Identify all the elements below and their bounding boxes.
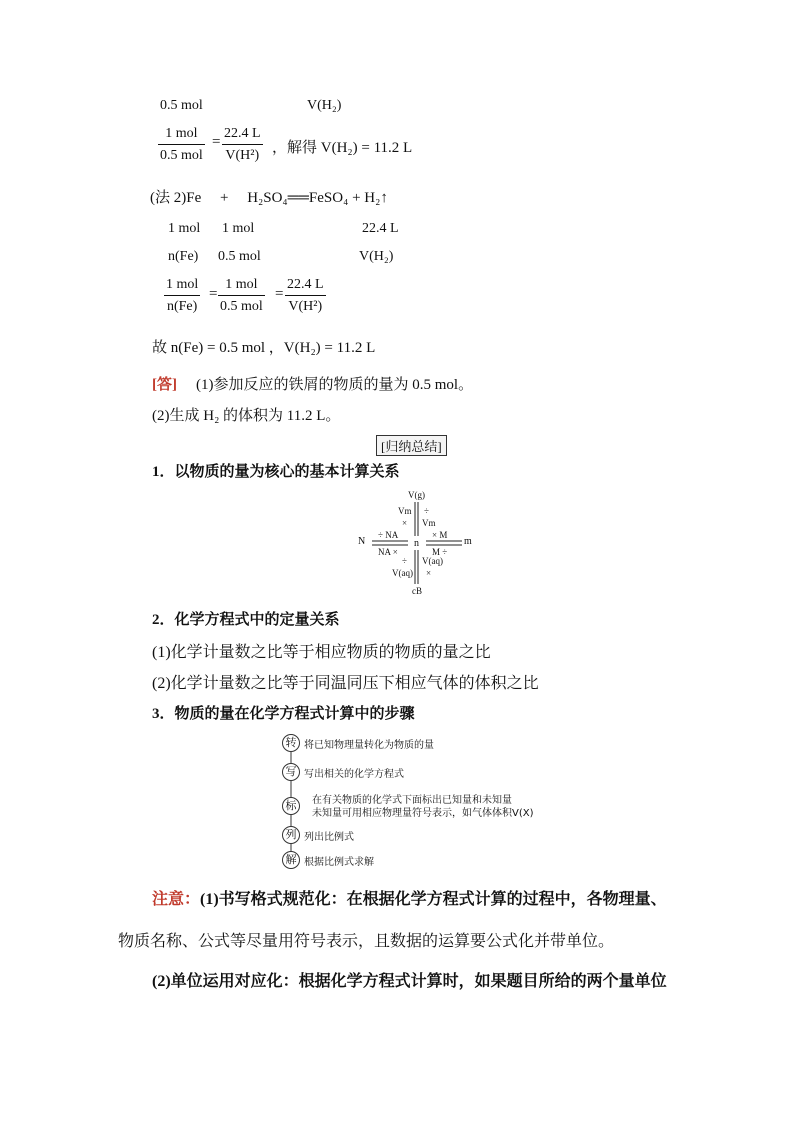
answer-2: (2)生成 H₂ 的体积为 11.2 L。: [152, 408, 341, 424]
step-4-circle: 列: [282, 826, 300, 844]
line1-left: 0.5 mol: [160, 98, 203, 113]
fraction-denominator: V(H²): [225, 148, 260, 163]
fraction-numerator: 22.4 L: [222, 126, 263, 145]
label-m-div: M ÷: [432, 547, 448, 557]
label-vaq-left: V(aq): [392, 568, 413, 578]
answer-tag: [答]: [152, 377, 177, 393]
step-1-text: 将已知物理量转化为物质的量: [304, 740, 434, 751]
label-m-mul: × M: [432, 530, 448, 540]
section-2-item-1: (1)化学计量数之比等于相应物质的物质的量之比: [152, 644, 491, 661]
section-2-item-2: (2)化学计量数之比等于同温同压下相应气体的体积之比: [152, 675, 539, 692]
fraction-denominator: 0.5 mol: [160, 148, 203, 163]
step-1-circle: 转: [282, 734, 300, 752]
section-3-heading: 3．物质的量在化学方程式计算中的步骤: [152, 706, 415, 722]
note-paragraph-1: [152, 886, 667, 909]
note-paragraph-1b: 物质名称、公式等尽量用符号表示，且数据的运算要公式化并带单位。: [118, 933, 615, 950]
node-cb: cB: [412, 586, 422, 596]
label-div-right: ÷: [424, 506, 429, 516]
label-mul-left: ×: [402, 518, 408, 528]
equals-sign: =: [212, 134, 221, 150]
row-a-c3: 22.4 L: [362, 221, 399, 236]
calc-relation-diagram: [352, 488, 482, 600]
fraction-numerator: 1 mol: [158, 126, 205, 145]
frac1-tail: ，解得 V(H₂) = 11.2 L: [272, 140, 413, 156]
step-5-text: 根据比例式求解: [304, 857, 374, 868]
section-2-heading: 2．化学方程式中的定量关系: [152, 612, 340, 628]
node-n-mole: n: [414, 538, 419, 549]
fraction-numerator: 1 mol: [218, 277, 265, 296]
summary-tag: [归纳总结]: [376, 435, 447, 456]
section-1-heading: 1．以物质的量为核心的基本计算关系: [152, 464, 400, 480]
label-vm-right: Vm: [422, 518, 436, 528]
fraction-2c: [285, 277, 326, 315]
fraction-denominator: V(H²): [288, 299, 323, 314]
label-na-div: ÷ NA: [378, 530, 399, 540]
fraction-numerator: 22.4 L: [285, 277, 326, 296]
fraction-1b: [222, 126, 263, 164]
row-a-c2: 1 mol: [222, 221, 255, 236]
step-3-text-2: 未知量可用相应物理量符号表示，如气体体积V(X): [312, 808, 534, 819]
label-na-mul: NA ×: [378, 547, 398, 557]
step-4-text: 列出比例式: [304, 832, 354, 843]
fraction-1a: [158, 126, 205, 164]
label-div-bottom: ÷: [402, 556, 407, 566]
method2-equation: (法 2)Fe + H₂SO₄══FeSO₄ + H₂↑: [150, 190, 388, 206]
fraction-2a: [164, 277, 200, 315]
node-n-count: N: [358, 536, 366, 547]
step-3-circle: 标: [282, 797, 300, 815]
node-vg: V(g): [408, 490, 425, 500]
conclusion: 故 n(Fe) = 0.5 mol ，V(H₂) = 11.2 L: [152, 340, 376, 356]
row-b-c3: V(H₂): [359, 249, 394, 264]
step-2-circle: 写: [282, 763, 300, 781]
equals-sign: =: [209, 286, 218, 302]
label-mul-bottom: ×: [426, 568, 432, 578]
row-b-c2: 0.5 mol: [218, 249, 261, 264]
answer-1: (1)参加反应的铁屑的物质的量为 0.5 mol。: [196, 377, 474, 393]
step-5-circle: 解: [282, 851, 300, 869]
note-paragraph-2: (2)单位运用对应化：根据化学方程式计算时，如果题目所给的两个量单位: [152, 973, 667, 990]
row-b-c1: n(Fe): [168, 249, 199, 264]
label-vm-left: Vm: [398, 506, 412, 516]
note-label: 注意：: [152, 891, 201, 908]
label-vaq-right: V(aq): [422, 556, 443, 566]
line1-right: V(H₂): [307, 98, 342, 113]
step-2-text: 写出相关的化学方程式: [304, 769, 404, 780]
fraction-numerator: 1 mol: [164, 277, 200, 296]
step-flow: [282, 733, 542, 873]
node-mass: m: [464, 536, 472, 547]
equals-sign: =: [275, 286, 284, 302]
step-3-text: 在有关物质的化学式下面标出已知量和未知量: [312, 795, 512, 806]
fraction-denominator: 0.5 mol: [220, 299, 263, 314]
fraction-denominator: n(Fe): [166, 299, 198, 314]
note-p1a: (1)书写格式规范化：在根据化学方程式计算的过程中，各物理量、: [200, 891, 667, 908]
row-a-c1: 1 mol: [168, 221, 201, 236]
fraction-2b: [218, 277, 265, 315]
